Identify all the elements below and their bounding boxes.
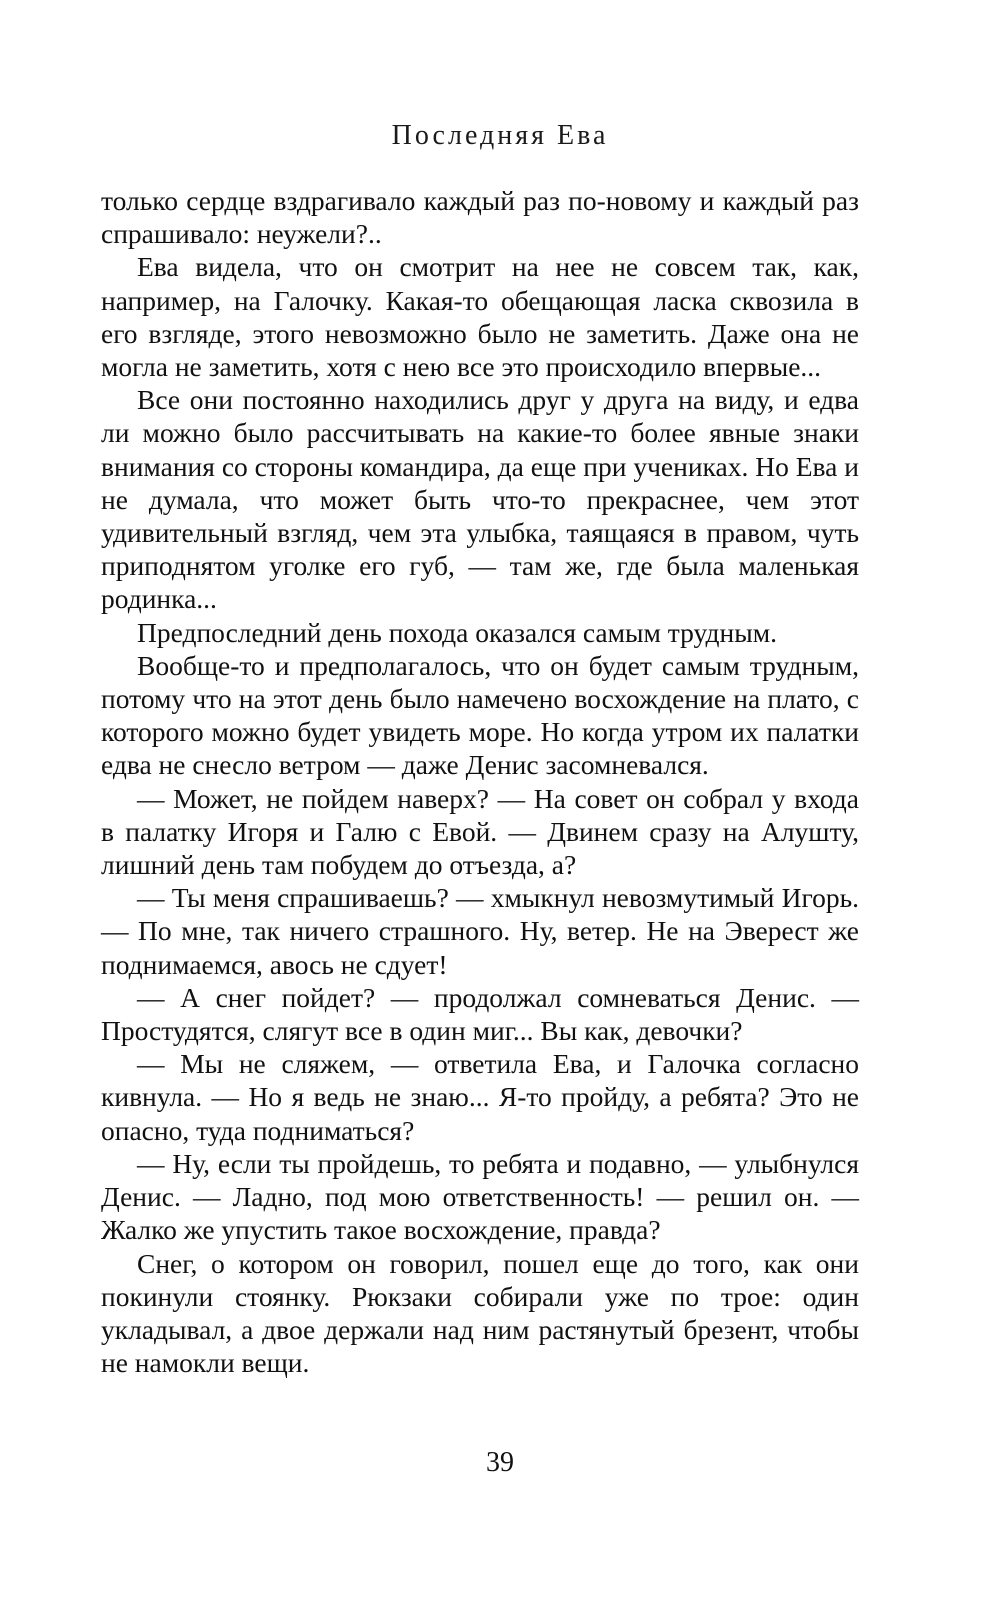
dialogue-paragraph: — Ну, если ты пройдешь, то ребята и подавно, — улыбнулся Денис. — Ладно, под мою ответственность! — решил он. — Жалко же упустить такое восхождение, правда? [101,1147,859,1246]
paragraph: только сердце вздрагивало каждый раз по-новому и каждый раз спрашивало: неужели?.. [101,185,859,250]
page-number: 39 [486,1447,514,1478]
dialogue-paragraph: — Мы не сляжем, — ответила Ева, и Галочка согласно кивнула. — Но я ведь не знаю... Я-то пройду, а ребята? Это не опасно, туда подниматься? [101,1048,859,1146]
dialogue-paragraph: — А снег пойдет? — продолжал сомневаться Денис. — Простудятся, слягут все в один миг... Вы как, девочки? [101,981,859,1047]
running-head: Последняя Ева [391,120,609,151]
dialogue-paragraph: — Может, не пойдем наверх? — На совет он собрал у входа в палатку Игоря и Галю с Евой. — Двинем сразу на Алушту, лишний день там побудем до отъезда, а? [101,782,859,881]
paragraph: Вообще-то и предполагалось, что он будет самым трудным, потому что на этот день было намечено восхождение на плато, с которого можно будет увидеть море. Но когда утром их палатки едва не снесло ветром — даже Денис засомневался. [101,649,859,781]
paragraph: Снег, о котором он говорил, пошел еще до того, как они покинули стоянку. Рюкзаки собирали уже по трое: один укладывал, а двое держали над ним растянутый брезент, чтобы не намокли вещи. [101,1247,859,1379]
dialogue-paragraph: — Ты меня спрашиваешь? — хмыкнул невозмутимый Игорь. — По мне, так ничего страшного. Ну, ветер. Не на Эверест же поднимаемся, авось не сдует! [101,882,859,980]
paragraph: Ева видела, что он смотрит на нее не совсем так, как, например, на Галочку. Какая-то обещающая ласка сквозила в его взгляде, этого невозможно было не заметить. Даже она не могла не заметить, хотя с нею все это происходило впервые... [101,251,859,383]
paragraph: Предпоследний день похода оказался самым трудным. [137,616,778,648]
body-text [101,184,859,1379]
paragraph: Все они постоянно находились друг у друга на виду, и едва ли можно было рассчитывать на какие-то более явные знаки внимания со стороны командира, да еще при учениках. Но Ева и не думала, что может быть что-то прекраснее, чем этот удивительный взгляд, чем эта улыбка, таящаяся в правом, чуть приподнятом уголке его губ, — там же, где была маленькая родинка... [101,384,859,615]
